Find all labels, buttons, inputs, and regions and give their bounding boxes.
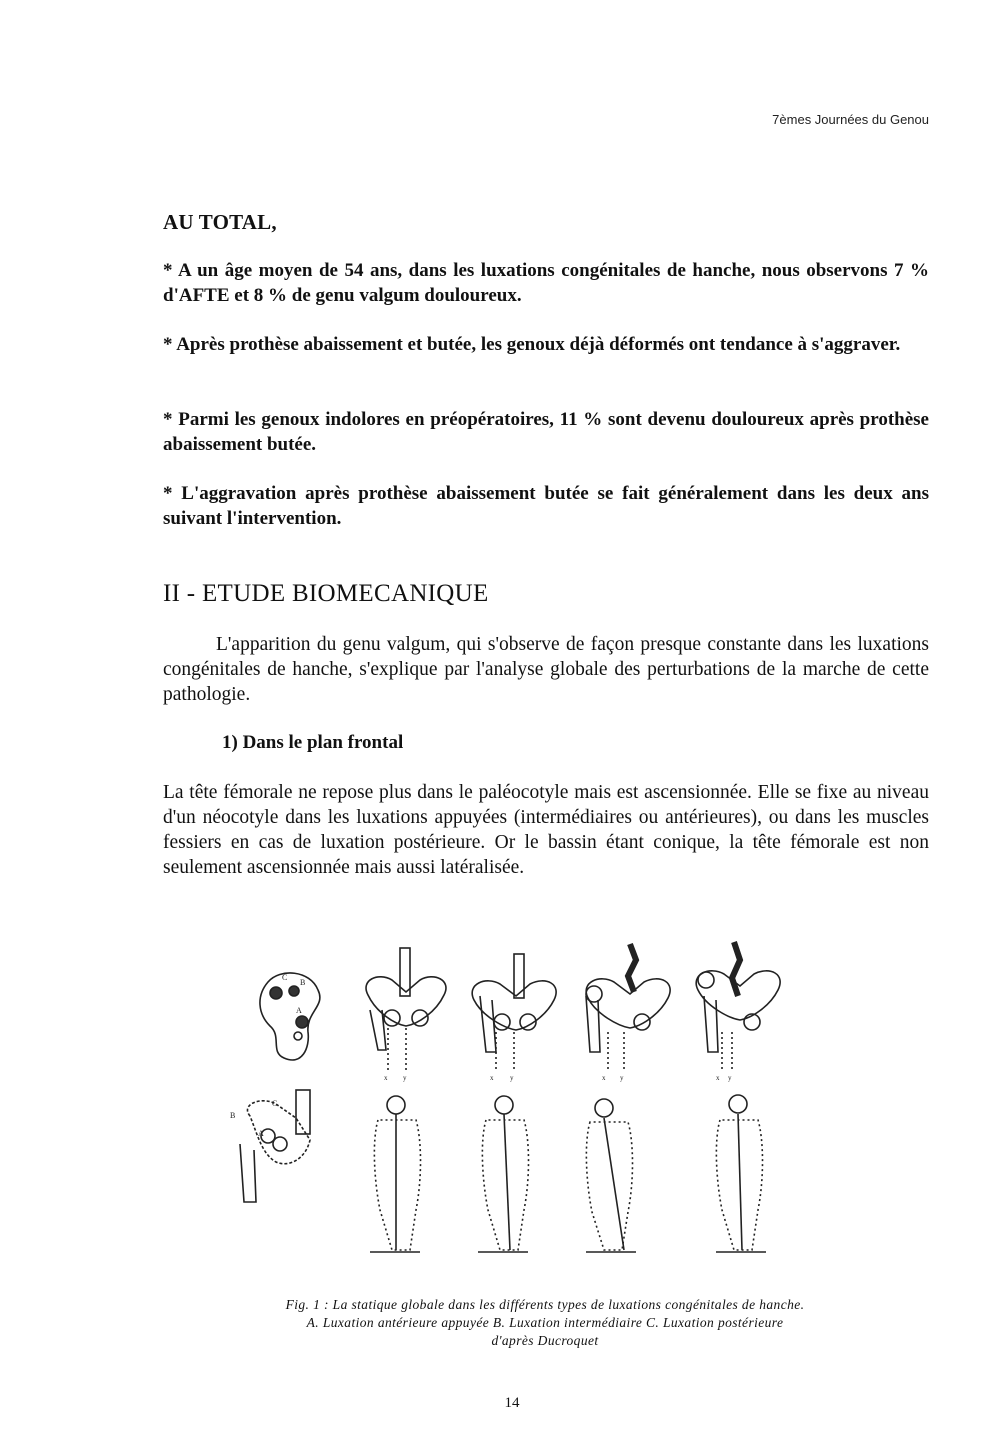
caption-line-3: d'après Ducroquet [491, 1333, 599, 1348]
caption-line-2: A. Luxation antérieure appuyée B. Luxation intermédiaire C. Luxation postérieure [306, 1315, 784, 1330]
hip-luxation-drawings [210, 940, 790, 1260]
label-b: B [300, 978, 306, 987]
subsection-heading: 1) Dans le plan frontal [222, 732, 404, 753]
figure-1-illustration [210, 940, 790, 1260]
svg-text:y: y [403, 1074, 407, 1082]
pelvis-drawing-normal [366, 948, 446, 1082]
label-a: A [296, 1006, 302, 1015]
svg-text:y: y [728, 1074, 732, 1082]
running-header: 7èmes Journées du Genou [772, 112, 929, 127]
pelvis-drawing-anterior [472, 954, 556, 1082]
total-heading: AU TOTAL, [163, 210, 277, 234]
acetabulum-sketch [260, 973, 320, 1060]
pelvis-drawing-posterior [696, 942, 780, 1082]
pelvis-drawing-intermediate [586, 944, 670, 1082]
svg-text:B: B [230, 1111, 236, 1120]
standing-figure-posterior [716, 1095, 766, 1252]
svg-text:x: x [602, 1074, 606, 1082]
svg-text:x: x [490, 1074, 494, 1082]
hip-lateral-sketch [230, 1090, 310, 1202]
standing-figure-anterior [478, 1096, 529, 1252]
frontal-plane-paragraph: La tête fémorale ne repose plus dans le paléocotyle mais est ascensionnée. Elle se fixe au niveau d'un néocotyle dans les luxations appuyées (intermédiaires ou antérieures), ou dans les muscles fessiers en cas de luxation postérieure. Or le bassin étant conique, la tête fémorale est non seulement ascensionnée mais aussi latéralisée. [163, 782, 929, 878]
svg-text:A: A [258, 1129, 264, 1138]
svg-text:C: C [272, 1099, 278, 1108]
conclusion-bullet: * Parmi les genoux indolores en préopératoires, 11 % sont devenu douloureux après prothèse abaissement butée. [163, 409, 929, 455]
caption-line-1: Fig. 1 : La statique globale dans les différents types de luxations congénitales de hanche. [285, 1297, 805, 1312]
page-number: 14 [504, 1395, 520, 1411]
conclusion-bullet: * A un âge moyen de 54 ans, dans les luxations congénitales de hanche, nous observons 7 % d'AFTE et 8 % de genu valgum douloureux. [163, 260, 929, 306]
standing-figure-intermediate [586, 1099, 636, 1252]
svg-text:y: y [620, 1074, 624, 1082]
label-c: C [282, 973, 288, 982]
intro-paragraph: L'apparition du genu valgum, qui s'observe de façon presque constante dans les luxations congénitales de hanche, s'explique par l'analyse globale des perturbations de la marche de cette pathologie. [163, 634, 929, 705]
figure-caption [200, 1296, 890, 1350]
svg-text:x: x [384, 1074, 388, 1082]
conclusion-bullet: * Après prothèse abaissement et butée, les genoux déjà déformés ont tendance à s'aggraver. [163, 334, 901, 355]
svg-text:x: x [716, 1074, 720, 1082]
svg-text:y: y [510, 1074, 514, 1082]
section-heading: II - ETUDE BIOMECANIQUE [163, 580, 489, 607]
conclusion-bullet: * L'aggravation après prothèse abaissement butée se fait généralement dans les deux ans suivant l'intervention. [163, 483, 929, 529]
standing-figure-normal [370, 1096, 421, 1252]
